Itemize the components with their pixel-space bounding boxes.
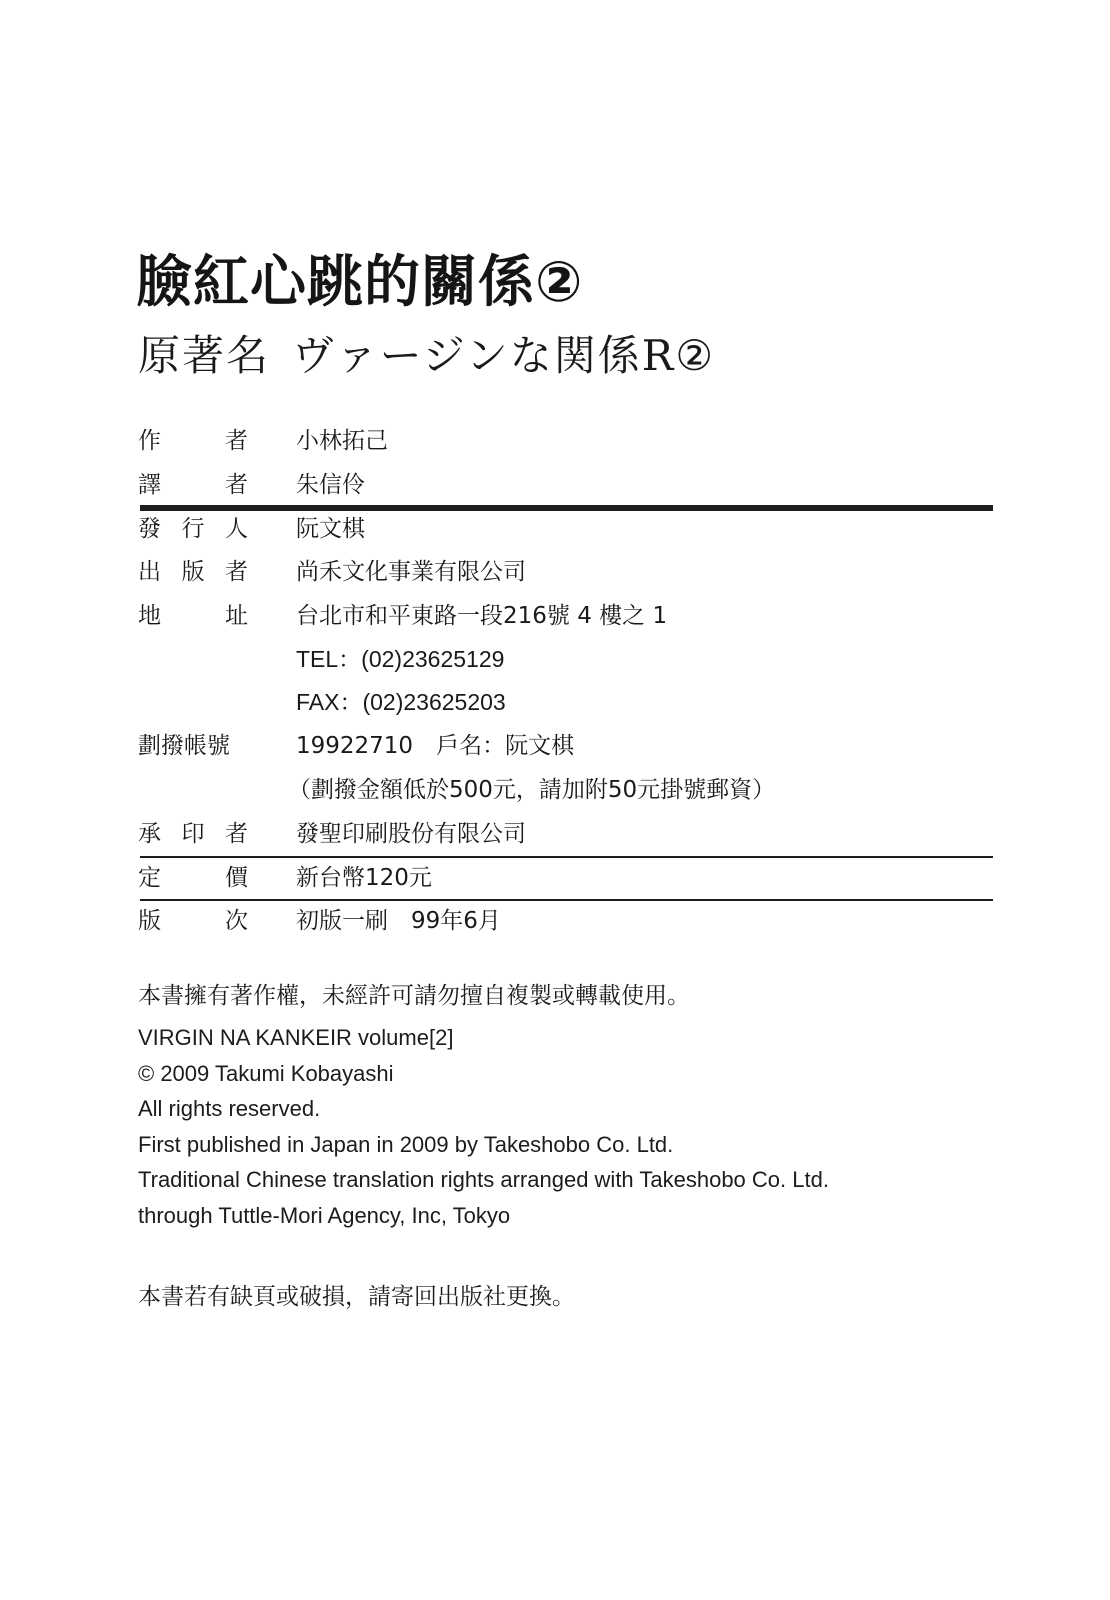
price-value: 新台幣120元: [296, 865, 432, 891]
credit-line: through Tuttle-Mori Agency, Inc, Tokyo: [138, 1202, 511, 1228]
row-label: 劃撥帳號: [138, 733, 230, 759]
address-value: 台北市和平東路一段216號 4 樓之 1: [296, 603, 668, 629]
divider-price-bottom: [140, 899, 993, 901]
issuer-value: 阮文棋: [296, 516, 365, 542]
book-title: 臉紅心跳的關係②: [136, 250, 584, 315]
divider-thick: [140, 505, 993, 511]
row-label: 發 行 人: [138, 516, 248, 542]
original-title: ヴァージンな関係R②: [292, 331, 715, 380]
postal-note-value: （劃撥金額低於500元，請加附50元掛號郵資）: [288, 777, 776, 803]
row-label: 版 次: [138, 908, 248, 934]
credit-line: VIRGIN NA KANKEIR volume[2]: [138, 1025, 454, 1050]
author-value: 小林拓己: [296, 428, 388, 454]
credit-line: First published in Japan in 2009 by Takeshobo Co. Ltd.: [138, 1131, 674, 1157]
fax-value: FAX：(02)23625203: [296, 689, 506, 715]
row-label: 出 版 者: [138, 559, 248, 585]
credit-line: © 2009 Takumi Kobayashi: [138, 1060, 394, 1086]
english-credits: [138, 1020, 829, 1233]
credit-line: Traditional Chinese translation rights arranged with Takeshobo Co. Ltd.: [138, 1167, 829, 1192]
credit-line: All rights reserved.: [138, 1096, 321, 1121]
postal-account-value: 19922710 戶名：阮文棋: [296, 733, 575, 759]
copyright-notice: 本書擁有著作權，未經許可請勿擅自複製或轉載使用。: [138, 983, 690, 1009]
tel-value: TEL：(02)23625129: [296, 646, 505, 672]
divider-price-top: [140, 856, 993, 858]
row-label: 作 者: [138, 428, 248, 454]
translator-value: 朱信伶: [296, 472, 365, 498]
edition-value: 初版一刷 99年6月: [296, 908, 501, 934]
row-label: 地 址: [138, 603, 248, 629]
publisher-value: 尚禾文化事業有限公司: [296, 559, 526, 585]
row-label: 定 價: [138, 865, 248, 891]
row-label: 承 印 者: [138, 821, 248, 847]
row-label: 譯 者: [138, 472, 248, 498]
original-title-prefix: 原著名: [138, 331, 271, 380]
printer-value: 發聖印刷股份有限公司: [296, 821, 526, 847]
replacement-notice: 本書若有缺頁或破損，請寄回出版社更換。: [138, 1284, 575, 1310]
original-title-line: [138, 328, 715, 384]
